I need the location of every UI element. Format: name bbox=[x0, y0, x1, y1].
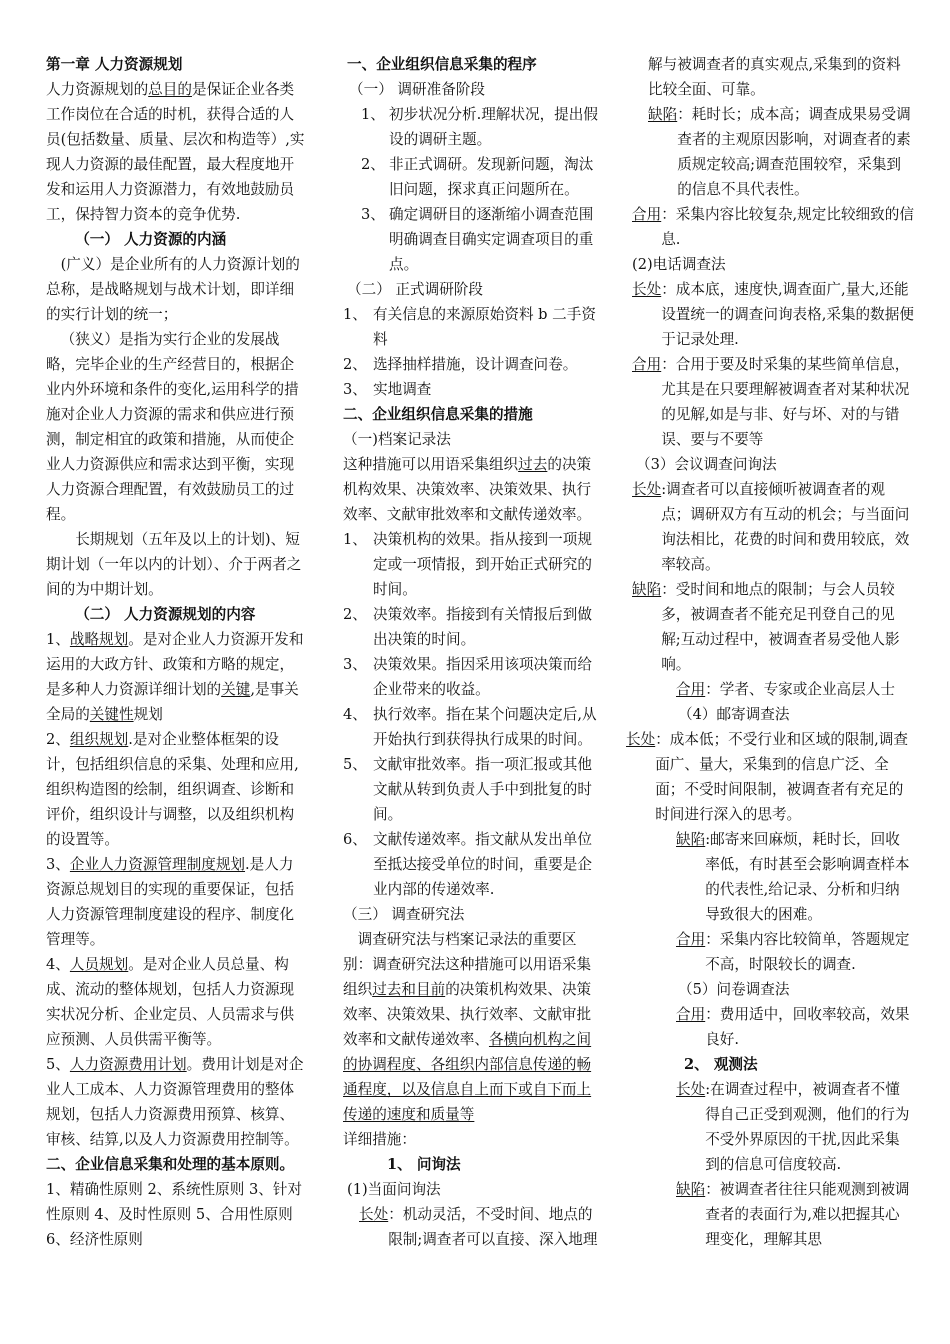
face-inquiry-advantage-cont: 解与被调查者的真实观点,采集到的资料比较全面、可靠。 bbox=[648, 56, 901, 98]
stage-prep-title: （一） 调研准备阶段 bbox=[349, 81, 485, 98]
archive-method-desc: 这种措施可以用语采集组织过去的决策机构效果、决策效率、决策效果、执行效率、文献审批效率和文献传递效率。 bbox=[343, 456, 592, 523]
mail-survey-use: 合用 ：采集内容比较简单，答题规定不高，时限较长的调查. bbox=[676, 931, 910, 973]
column-left bbox=[46, 52, 308, 1252]
content-item-cost: 5、人力资源费用计划。费用计划是对企业人工成本、人力资源管理费用的整体规划，包括人力资源费用预算、核算、审核、结算,以及人力资源费用控制等。 bbox=[46, 1056, 304, 1148]
list-item: 1、 有关信息的来源原始资料 b 二手资料 bbox=[343, 306, 596, 348]
meeting-survey-advantage: 长处 :调查者可以直接倾听被调查者的观点；调研双方有互动的机会；与当面问询法相比，花费的时间和费用较底，效率较高。 bbox=[632, 481, 910, 573]
content-item-system: 3、企业人力资源管理制度规划.是人力资源总规划目的实现的重要保证，包括人力资源管理制度建设的程序、制度化管理等。 bbox=[46, 856, 295, 948]
content-item-organization: 2、组织规划.是对企业整体框架的设计，包括组织信息的采集、处理和应用,组织构造图的绘制，组织调查、诊断和评价，组织设计与调整，以及组织机构的设置等。 bbox=[46, 731, 299, 848]
list-item: 1、 初步状况分析.理解状况，提出假设的调研主题。 bbox=[361, 106, 598, 148]
questionnaire-use: 合用 ：费用适中，回收率较高，效果良好. bbox=[676, 1006, 910, 1048]
section-connotation-title: （一） 人力资源的内涵 bbox=[75, 231, 227, 248]
face-inquiry-disadvantage: 缺陷 ：耗时长；成本高；调查成果易受调查者的主观原因影响，对调查者的素质规定较高;调查范围较窄，采集到的信息不具代表性。 bbox=[648, 106, 911, 198]
section-content-title: （二） 人力资源规划的内容 bbox=[75, 606, 256, 623]
face-inquiry-advantage: 长处 ：机动灵活，不受时间、地点的限制;调查者可以直接、深入地理 bbox=[359, 1206, 598, 1248]
stage-prep-list bbox=[343, 102, 605, 277]
survey-method-desc: 调查研究法与档案记录法的重要区别：调查研究法这种措施可以用语采集组织过去和目前的决策机构效果、决策效率、决策效果、执行效率、文献审批效率和文献传递效率、各横向机构之间的协调程度、各组织内部信息传递的畅通程度，以及信息自上而下或自下而上传递的速度和质量等 bbox=[343, 931, 592, 1123]
principles-title: 二、企业信息采集和处理的基本原则。 bbox=[46, 1156, 295, 1173]
survey-method-title: （三） 调查研究法 bbox=[343, 906, 465, 923]
content-item-personnel: 4、人员规划。是对企业人员总量、构成、流动的整体规划，包括人力资源现实状况分析、企业定员、人员需求与供应预测、人员供需平衡等。 bbox=[46, 956, 295, 1048]
observation-title: 2、 观测法 bbox=[684, 1056, 758, 1073]
planning-intro: 人力资源规划的总目的是保证企业各类工作岗位在合适的时机，获得合适的人员(包括数量、质量、层次和构造等）,实现人力资源的最佳配置，最大程度地开发和运用人力资源潜力，有效地鼓励员工，保持智力资本的竞争优势. bbox=[46, 81, 305, 223]
mail-survey-advantage: 长处 ：成本低；不受行业和区域的限制,调查面广、量大，采集到的信息广泛、全面；不受时间限制，被调查者有充足的时间进行深入的思考。 bbox=[626, 731, 908, 823]
column-right bbox=[626, 52, 914, 1252]
planning-terms: 长期规划（五年及以上的计划)、短期计划（一年以内的计划）、介于两者之间的为中期计划。 bbox=[46, 531, 302, 598]
meeting-survey-title: （3）会议调查问询法 bbox=[636, 456, 777, 473]
mail-survey-title: （4）邮寄调查法 bbox=[678, 706, 790, 723]
list-item: 6、 文献传递效率。指文献从发出单位至抵达接受单位的时间，重要是企业内部的传递效率. bbox=[343, 831, 592, 898]
column-middle bbox=[343, 52, 605, 1252]
narrow-definition: （狭义）是指为实行企业的发展战略，完毕企业的生产经营目的，根据企业内外环境和条件的变化,运用科学的措施对企业人力资源的需求和供应进行预测，制定相宜的政策和措施，从而使企业人力资源供应和需求达到平衡，实现人力资源合理配置，有效鼓励员工的过程。 bbox=[46, 331, 299, 523]
stage-formal-title: （二） 正式调研阶段 bbox=[347, 281, 483, 298]
observation-disadvantage: 缺陷 ：被调查者往往只能观测到被调查者的表面行为,难以把握其心理变化，理解其思 bbox=[676, 1181, 910, 1248]
procedure-title: 一、企业组织信息采集的程序 bbox=[347, 56, 537, 73]
goal-term: 总目的 bbox=[148, 81, 192, 98]
list-item: 4、 执行效率。指在某个问题决定后,从开始执行到获得执行成果的时间。 bbox=[343, 706, 597, 748]
list-item: 5、 文献审批效率。指一项汇报或其他文献从转到负责人手中到批复的时间。 bbox=[343, 756, 592, 823]
observation-advantage: 长处 :在调查过程中，被调查者不懂得自己正受到观测，他们的行为不受外界原因的干扰,因此采集到的信息可信度较高. bbox=[676, 1081, 910, 1173]
broad-definition: (广义）是企业所有的人力资源计划的总称，是战略规划与战术计划，即详细的实行计划的统一； bbox=[46, 256, 300, 323]
principles-list: 1、精确性原则 2、系统性原则 3、针对性原则 4、及时性原则 5、合用性原则 6、经济性原则 bbox=[46, 1181, 303, 1248]
list-item: 3、 决策效果。指因采用该项决策而给企业带来的收益。 bbox=[343, 656, 592, 698]
survey-method-detail: 详细措施： bbox=[343, 1131, 416, 1148]
mail-survey-disadvantage: 缺陷 :邮寄来回麻烦，耗时长，回收率低，有时甚至会影响调查样本的代表性,给记录、分析和归纳导致很大的困难。 bbox=[676, 831, 910, 923]
meeting-survey-use: 合用 ：学者、专家或企业高层人士 bbox=[676, 681, 895, 698]
archive-method-list bbox=[343, 527, 605, 902]
face-inquiry-title: (1)当面问询法 bbox=[347, 1181, 441, 1198]
meeting-survey-disadvantage: 缺陷 ：受时间和地点的限制；与会人员较多，被调查者不能充足刊登自己的见解;互动过程中，被调查者易受他人影响。 bbox=[632, 581, 900, 673]
archive-method-title: （一)档案记录法 bbox=[343, 431, 451, 448]
face-inquiry-use: 合用 ：采集内容比较复杂,规定比较细致的信息. bbox=[632, 206, 914, 248]
phone-survey-use: 合用 ：合用于要及时采集的某些简单信息，尤其是在只要理解被调查者对某种状况的见解,如是与非、好与坏、对的与错误、要与不要等 bbox=[632, 356, 910, 448]
chapter-title: 第一章 人力资源规划 bbox=[46, 56, 183, 73]
list-item: 3、 确定调研目的逐渐缩小调查范围明确调查目确实定调查项目的重点。 bbox=[361, 206, 594, 273]
phone-survey-advantage: 长处 ：成本底，速度快,调查面广,量大,还能设置统一的调查问询表格,采集的数据便于记录处理. bbox=[632, 281, 914, 348]
phone-survey-title: (2)电话调查法 bbox=[632, 256, 726, 273]
list-item: 1、 决策机构的效果。指从接到一项规定或一项情报，到开始正式研究的时间。 bbox=[343, 531, 592, 598]
list-item: 2、 非正式调研。发现新问题，淘汰旧问题，探求真正问题所在。 bbox=[361, 156, 594, 198]
content-item-strategic: 1、战略规划。是对企业人力资源开发和运用的大政方针、政策和方略的规定，是多种人力资源详细计划的关键,是事关全局的关键性规划 bbox=[46, 631, 304, 723]
questionnaire-title: （5）问卷调查法 bbox=[678, 981, 790, 998]
methods-title: 二、企业组织信息采集的措施 bbox=[343, 406, 533, 423]
list-item: 3、 实地调查 bbox=[343, 381, 432, 398]
list-item: 2、 选择抽样措施，设计调查问卷。 bbox=[343, 356, 578, 373]
list-item: 2、 决策效率。指接到有关情报后到做出决策的时间。 bbox=[343, 606, 592, 648]
inquiry-title: 1、 问询法 bbox=[387, 1156, 461, 1173]
